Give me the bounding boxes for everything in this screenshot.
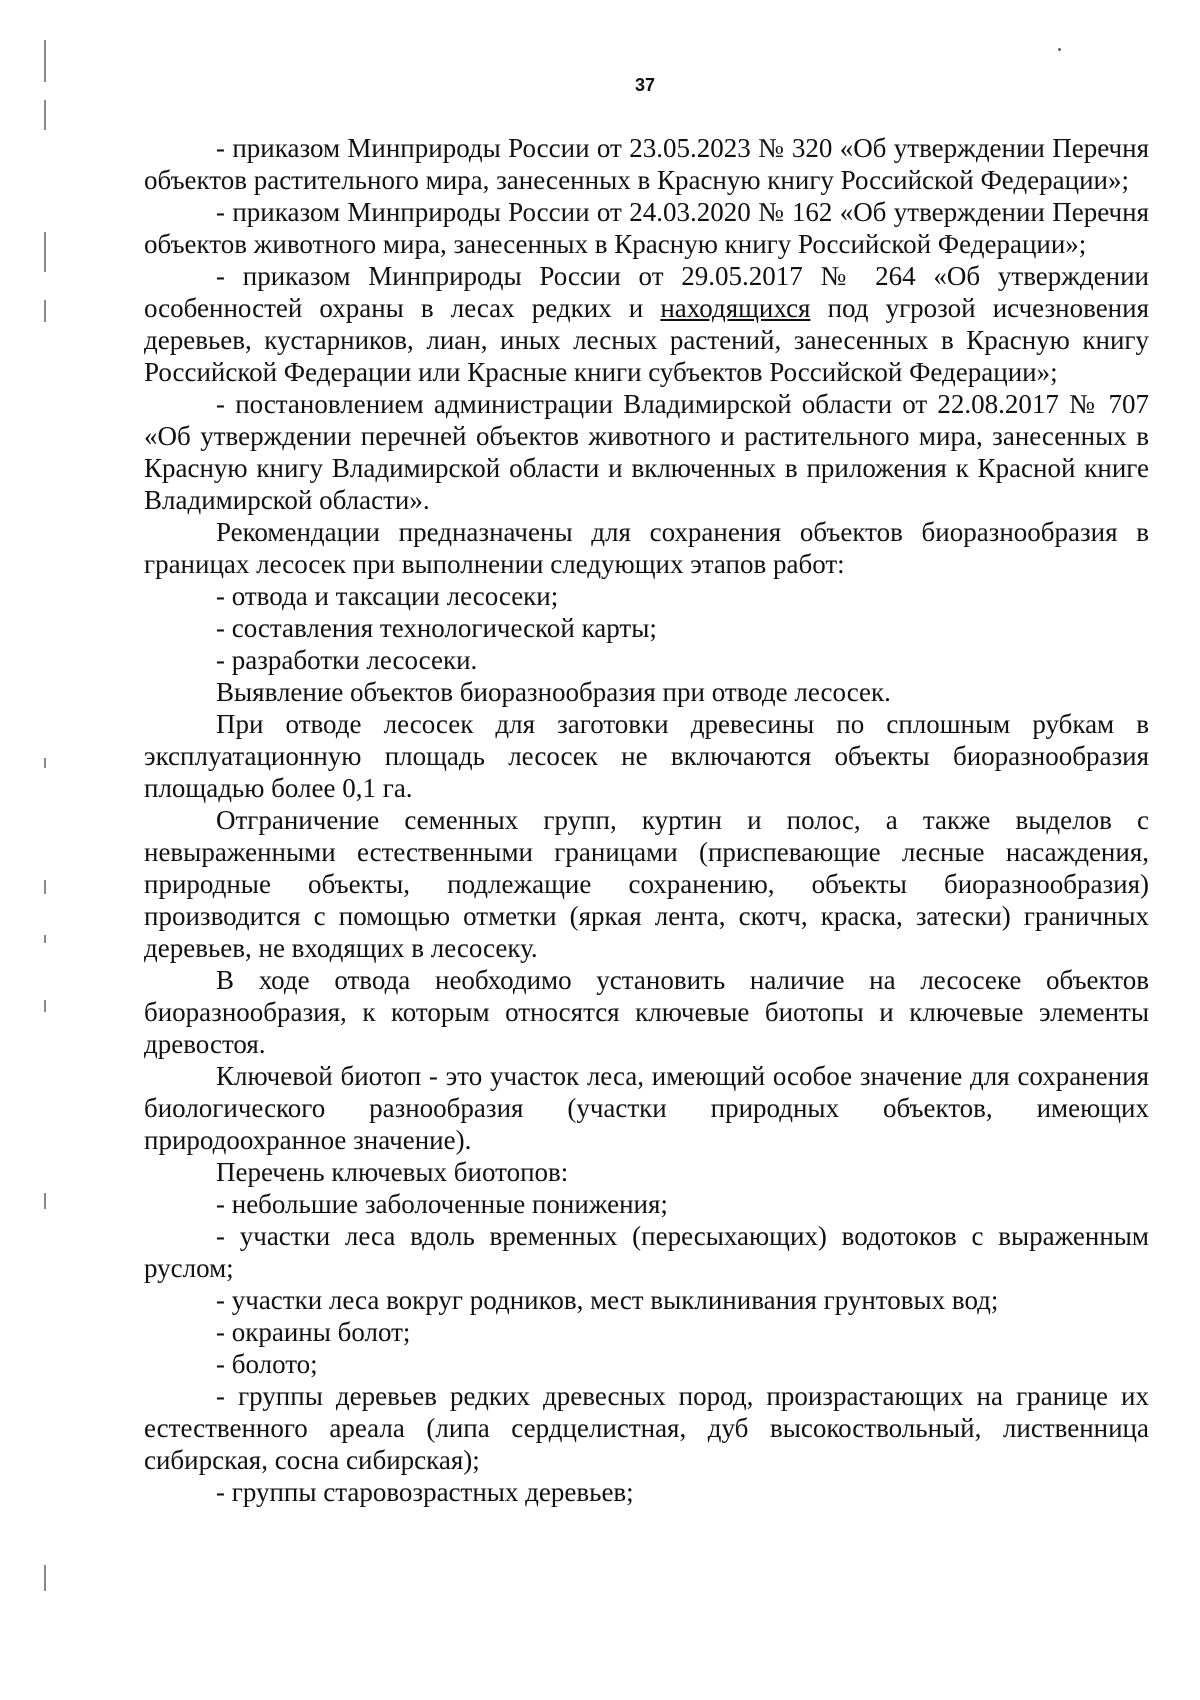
paragraph: Отграничение семенных групп, куртин и полос, а также выделов с невыраженными естественными границами (приспевающие лесные насаждения, природные объекты, подлежащие сохранению, объекты биоразнообразия) производится с помощью отметки (яркая лента, скотч, краска, затески) граничных деревьев, не входящих в лесосеку.	[144, 805, 1149, 963]
page-number: 37	[634, 75, 656, 95]
list-item: - разработки лесосеки.	[216, 645, 478, 675]
list-item: - отвода и таксации лесосеки;	[216, 581, 559, 611]
paragraph: В ходе отвода необходимо установить наличие на лесосеке объектов биоразнообразия, к которым относятся ключевые биотопы и ключевые элементы древостоя.	[144, 965, 1149, 1059]
list-item: - участки леса вдоль временных (пересыхающих) водотоков с выраженным руслом;	[144, 1221, 1149, 1283]
margin-mark	[44, 100, 46, 130]
paragraph: Ключевой биотоп - это участок леса, имеющий особое значение для сохранения биологического разнообразия (участки природных объектов, имеющих природоохранное значение).	[144, 1061, 1149, 1155]
text-span: под угрозой исчезновения деревьев, кустарников, лиан, иных лесных растений, занесенных в Красную книгу Российской Федерации или Красные книги субъектов Российской Федерации»;	[144, 293, 1149, 387]
document-body	[144, 132, 1149, 1508]
paragraph: - постановлением администрации Владимирской области от 22.08.2017 № 707 «Об утверждении перечней объектов животного и растительного мира, занесенных в Красную книгу Владимирской области и включенных в приложения к Красной книге Владимирской области».	[144, 389, 1149, 515]
list-heading: Перечень ключевых биотопов:	[216, 1157, 569, 1187]
margin-mark	[44, 880, 46, 894]
list-item: - составления технологической карты;	[216, 613, 657, 643]
section-heading: Выявление объектов биоразнообразия при отводе лесосек.	[216, 677, 891, 707]
margin-mark	[44, 1565, 46, 1591]
margin-mark	[44, 935, 46, 943]
list-item: - группы деревьев редких древесных пород, произрастающих на границе их естественного ареала (липа сердцелистная, дуб высокоствольный, лиственница сибирская, сосна сибирская);	[144, 1381, 1149, 1475]
list-item: - группы старовозрастных деревьев;	[216, 1477, 634, 1507]
text-span: - приказом Минприроды России от 29.05.2017 № 264 «Об утверждении особенностей охраны в лесах редких и	[144, 261, 1149, 323]
list-item: - болото;	[216, 1349, 318, 1379]
paragraph	[144, 260, 1149, 388]
margin-mark	[44, 232, 46, 272]
paragraph: - приказом Минприроды России от 24.03.2020 № 162 «Об утверждении Перечня объектов животного мира, занесенных в Красную книгу Российской Федерации»;	[144, 197, 1149, 259]
margin-mark	[44, 758, 46, 768]
list-item: - небольшие заболоченные понижения;	[216, 1189, 668, 1219]
list-item: - участки леса вокруг родников, мест выклинивания грунтовых вод;	[216, 1285, 999, 1315]
paragraph: Рекомендации предназначены для сохранения объектов биоразнообразия в границах лесосек при выполнении следующих этапов работ:	[144, 517, 1149, 579]
margin-mark	[44, 300, 46, 322]
scan-dot	[1058, 48, 1061, 51]
paragraph: При отводе лесосек для заготовки древесины по сплошным рубкам в эксплуатационную площадь лесосек не включаются объекты биоразнообразия площадью более 0,1 га.	[144, 709, 1149, 803]
paragraph: - приказом Минприроды России от 23.05.2023 № 320 «Об утверждении Перечня объектов растительного мира, занесенных в Красную книгу Российской Федерации»;	[144, 133, 1149, 195]
underlined-word: находящихся	[660, 293, 811, 323]
margin-mark	[44, 1000, 46, 1012]
margin-mark	[44, 1193, 46, 1209]
list-item: - окраины болот;	[216, 1317, 411, 1347]
